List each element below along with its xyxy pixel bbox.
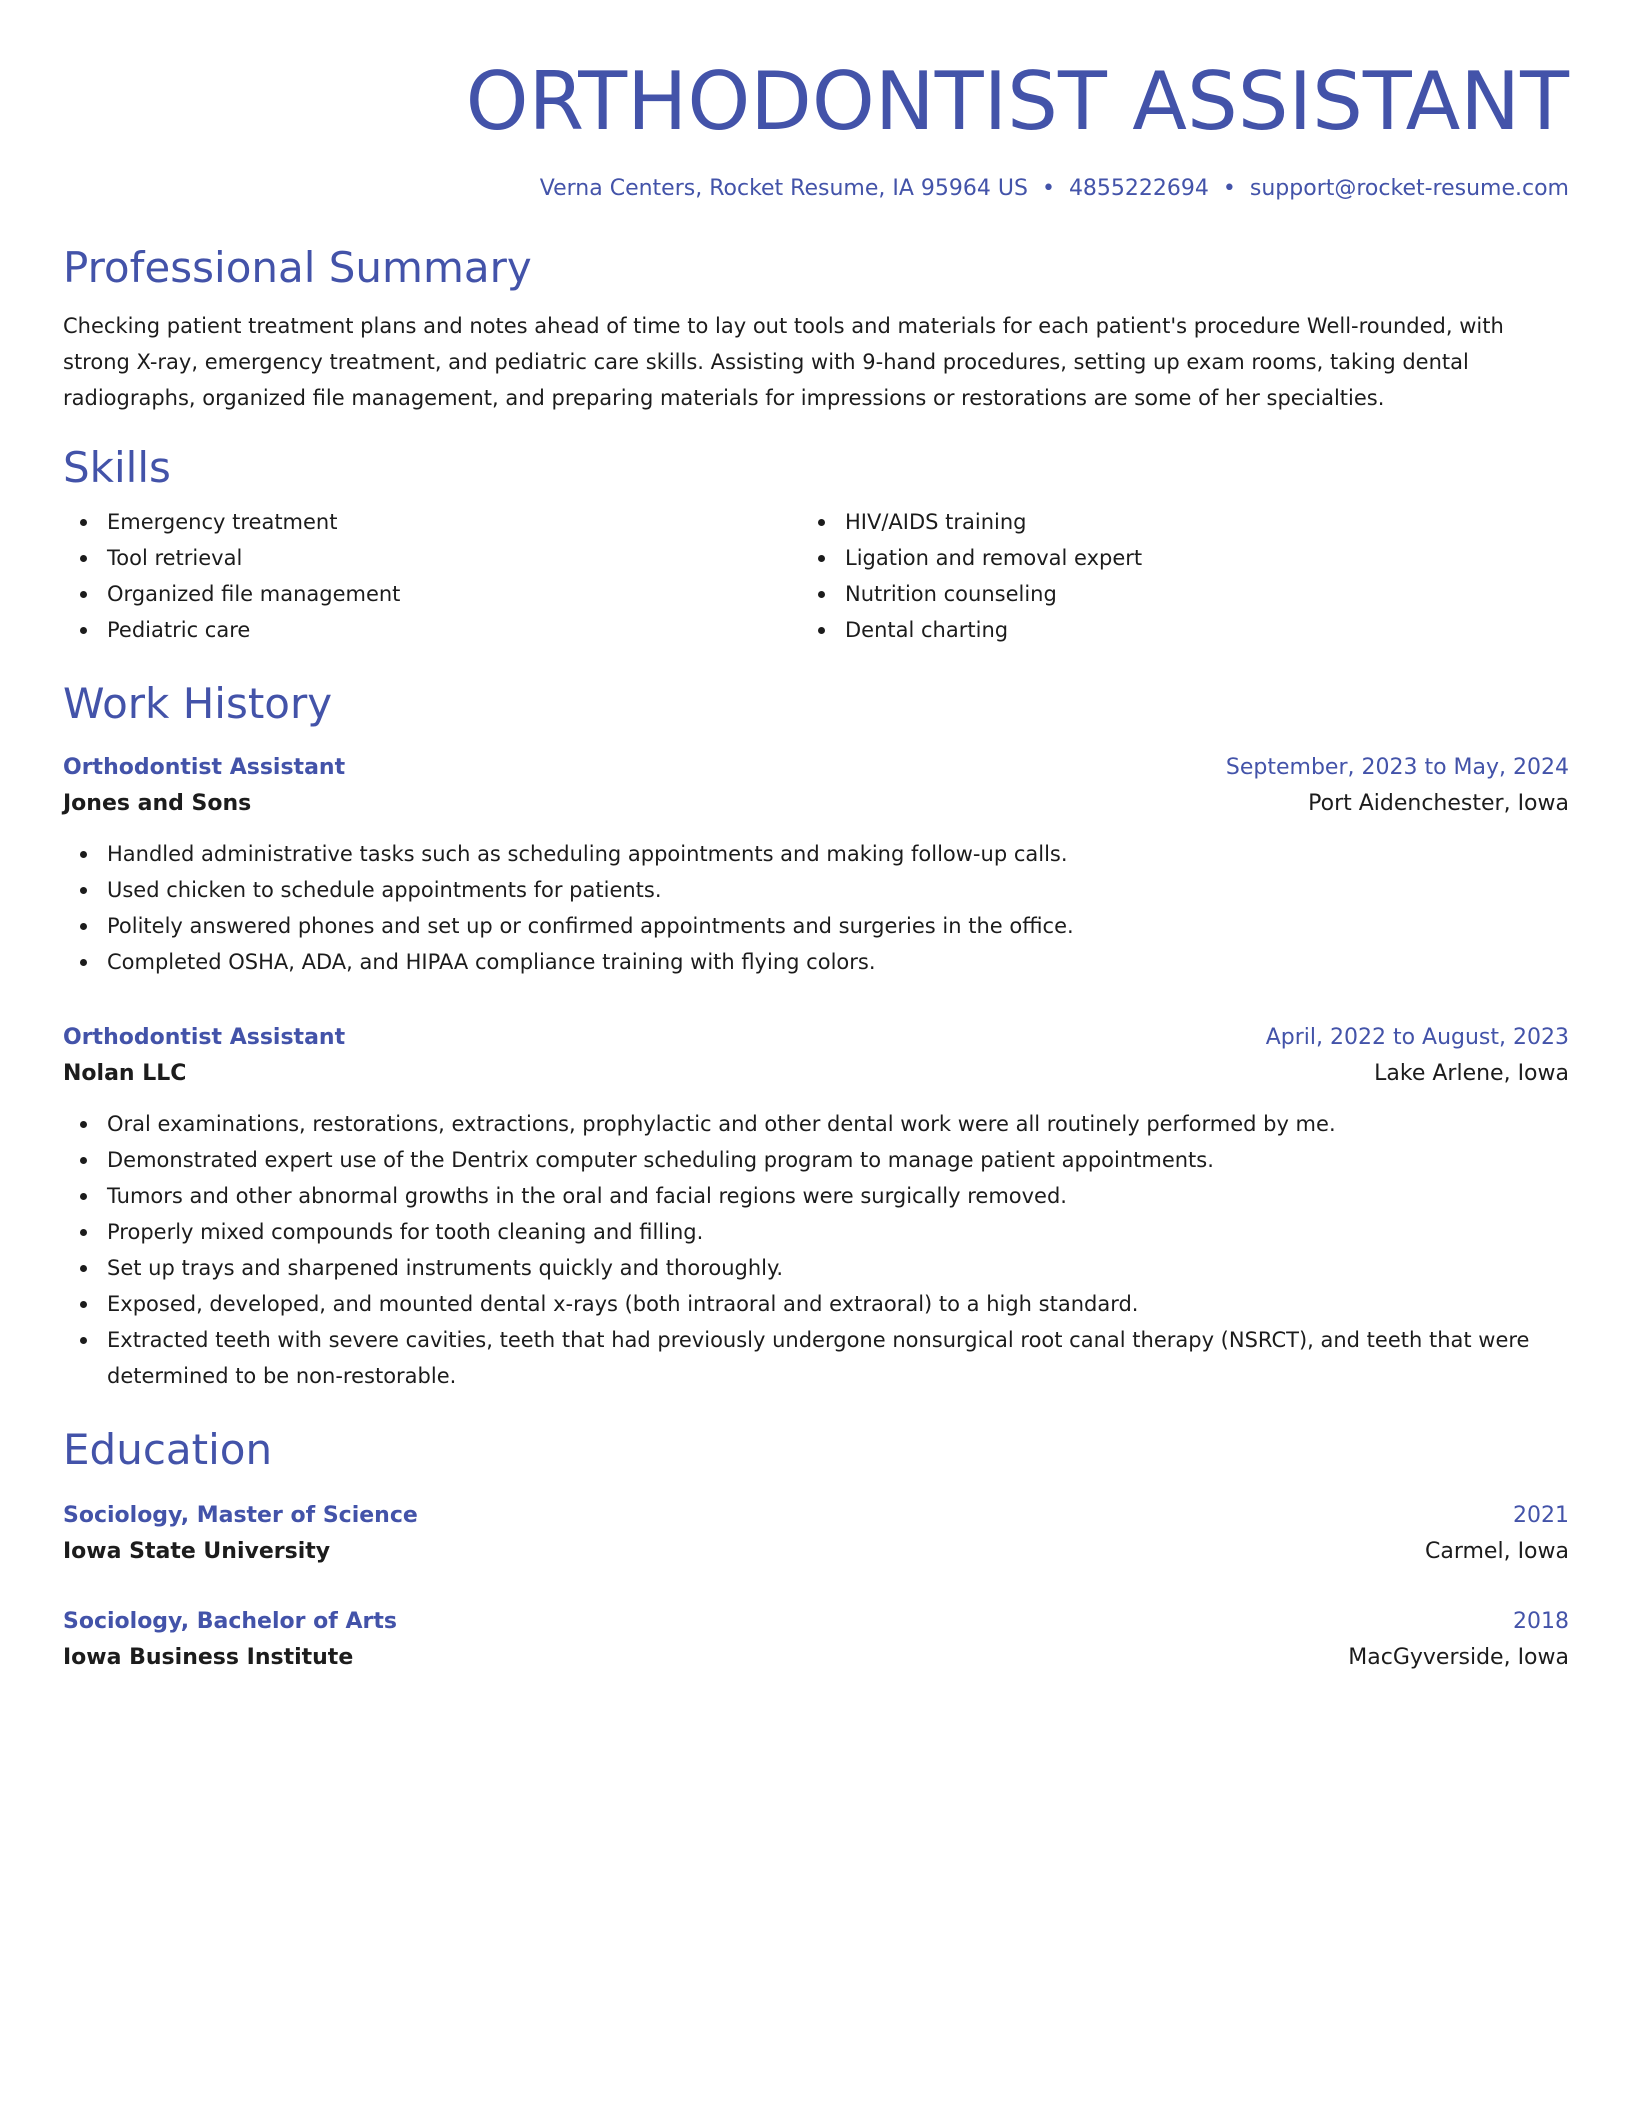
job-role: Orthodontist Assistant [63, 755, 346, 780]
job-bullet: Tumors and other abnormal growths in the oral and facial regions were surgically removed. [63, 1178, 1569, 1214]
work-history-section [63, 678, 1569, 1394]
education-degree-row [63, 1498, 1569, 1534]
job-title-row [63, 1020, 1569, 1056]
job-bullet: Handled administrative tasks such as scheduling appointments and making follow-up calls. [63, 836, 1569, 872]
job-location: Lake Arlene, Iowa [1374, 1061, 1569, 1086]
job-entry [63, 1020, 1569, 1394]
job-role: Orthodontist Assistant [63, 1025, 346, 1050]
summary-text: Checking patient treatment plans and notes ahead of time to lay out tools and materials for each patient's procedure Well-rounded, with strong X-ray, emergency treatment, and pediatric care skills. Assisting with 9-hand procedures, setting up exam rooms, taking dental radiographs, organized file management, and preparing materials for impressions or restorations are some of her specialties. [63, 314, 1504, 410]
skill-item: Tool retrieval [63, 540, 801, 576]
skills-list-left [63, 504, 801, 648]
skill-item: HIV/AIDS training [801, 504, 1569, 540]
skill-item: Emergency treatment [63, 504, 801, 540]
job-bullet: Completed OSHA, ADA, and HIPAA compliance training with flying colors. [63, 944, 1569, 980]
summary-heading: Professional Summary [63, 243, 532, 292]
job-company-row [63, 786, 1569, 822]
job-company: Nolan LLC [63, 1061, 187, 1086]
summary-section [63, 242, 1569, 416]
contact-email[interactable]: support@rocket-resume.com [1249, 176, 1569, 201]
skill-item: Nutrition counseling [801, 576, 1569, 612]
skills-heading: Skills [63, 443, 171, 492]
education-section [63, 1424, 1569, 1676]
education-degree-row [63, 1604, 1569, 1640]
job-company: Jones and Sons [63, 791, 252, 816]
work-history-heading: Work History [63, 679, 333, 728]
job-company-row [63, 1056, 1569, 1092]
job-bullets [63, 1106, 1569, 1394]
job-bullet: Politely answered phones and set up or confirmed appointments and surgeries in the office. [63, 908, 1569, 944]
contact-phone: 4855222694 [1068, 176, 1209, 201]
education-year: 2018 [1513, 1609, 1569, 1634]
resume-header [63, 52, 1569, 204]
resume-name: ORTHODONTIST ASSISTANT [465, 55, 1569, 148]
skill-item: Pediatric care [63, 612, 801, 648]
job-bullet: Set up trays and sharpened instruments quickly and thoroughly. [63, 1250, 1569, 1286]
education-entry [63, 1498, 1569, 1570]
contact-separator: • [1222, 176, 1236, 201]
job-bullet: Used chicken to schedule appointments for patients. [63, 872, 1569, 908]
education-entry [63, 1604, 1569, 1676]
job-bullet: Oral examinations, restorations, extractions, prophylactic and other dental work were all routinely performed by me. [63, 1106, 1569, 1142]
skill-item: Dental charting [801, 612, 1569, 648]
job-bullet: Properly mixed compounds for tooth cleaning and filling. [63, 1214, 1569, 1250]
skill-item: Organized file management [63, 576, 801, 612]
job-bullets [63, 836, 1569, 980]
job-bullet: Extracted teeth with severe cavities, teeth that had previously undergone nonsurgical root canal therapy (NSRCT), and teeth that were determined to be non-restorable. [63, 1322, 1569, 1394]
job-dates: September, 2023 to May, 2024 [1225, 755, 1569, 780]
job-location: Port Aidenchester, Iowa [1308, 791, 1569, 816]
skills-list-right [801, 504, 1569, 648]
education-degree: Sociology, Master of Science [63, 1503, 418, 1528]
job-bullet: Exposed, developed, and mounted dental x-rays (both intraoral and extraoral) to a high standard. [63, 1286, 1569, 1322]
job-title-row [63, 750, 1569, 786]
job-dates: April, 2022 to August, 2023 [1265, 1025, 1569, 1050]
education-school: Iowa Business Institute [63, 1645, 354, 1670]
contact-address: Verna Centers, Rocket Resume, IA 95964 US [539, 176, 1028, 201]
skill-item: Ligation and removal expert [801, 540, 1569, 576]
contact-line [63, 174, 1569, 204]
education-year: 2021 [1513, 1503, 1569, 1528]
contact-separator: • [1041, 176, 1055, 201]
education-degree: Sociology, Bachelor of Arts [63, 1609, 397, 1634]
job-entry [63, 750, 1569, 980]
skills-section [63, 442, 1569, 648]
education-location: Carmel, Iowa [1425, 1539, 1569, 1564]
education-school-row [63, 1534, 1569, 1570]
education-heading: Education [63, 1425, 273, 1474]
education-school: Iowa State University [63, 1539, 331, 1564]
skills-grid [63, 504, 1569, 648]
education-location: MacGyverside, Iowa [1348, 1645, 1569, 1670]
education-school-row [63, 1640, 1569, 1676]
job-bullet: Demonstrated expert use of the Dentrix computer scheduling program to manage patient appointments. [63, 1142, 1569, 1178]
